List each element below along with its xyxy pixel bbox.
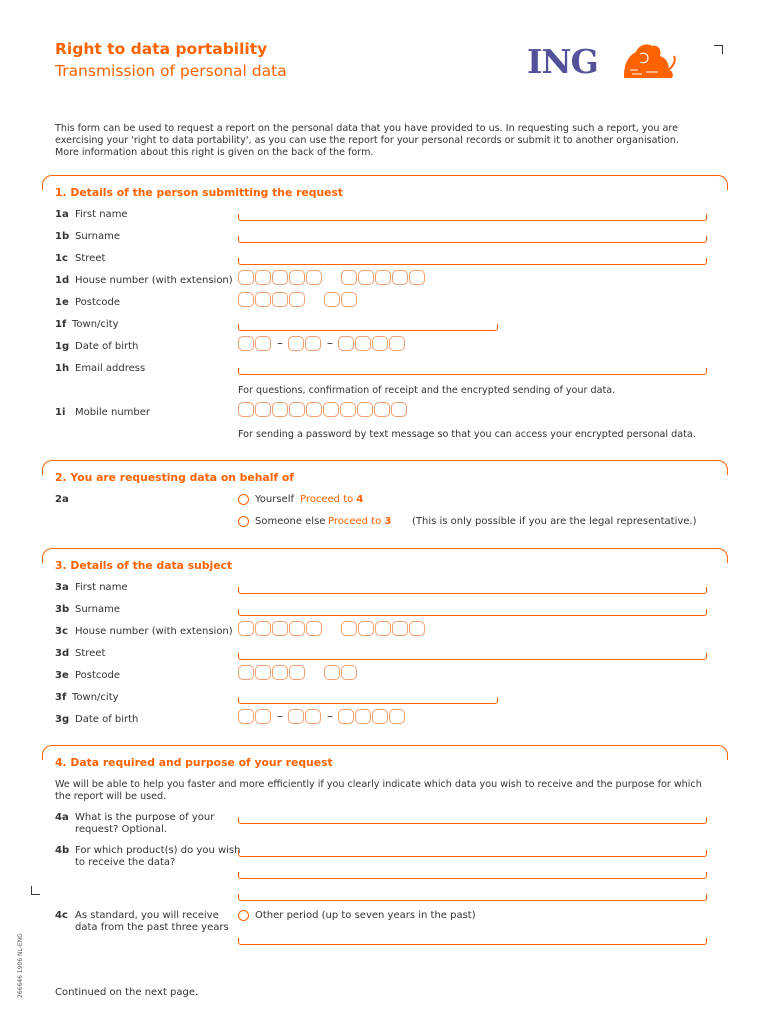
field-number: 4a <box>55 812 69 823</box>
mobile-label: Mobile number <box>75 407 151 418</box>
mobile-boxes[interactable] <box>238 402 408 418</box>
period-label: As standard, you will receive data from the past three years <box>75 910 229 933</box>
products-field-1[interactable] <box>238 850 707 857</box>
postcode-boxes[interactable] <box>238 292 358 308</box>
option-someone-else-label: Someone else <box>255 516 326 527</box>
field-number: 1i <box>55 407 66 418</box>
surname-label: Surname <box>75 231 120 242</box>
products-field-2[interactable] <box>238 872 707 879</box>
crop-mark <box>714 45 723 54</box>
street-label: Street <box>75 253 106 264</box>
form-code: 266646 1906 NL-ENG <box>17 933 24 998</box>
products-field-3[interactable] <box>238 894 707 901</box>
field-number: 1d <box>55 275 70 286</box>
section4-title: 4. Data required and purpose of your request <box>55 756 333 769</box>
lion-logo-icon <box>618 40 678 80</box>
field-number: 2a <box>55 494 69 505</box>
form-title: Right to data portability <box>55 40 268 58</box>
option-yourself-label: Yourself <box>255 494 295 505</box>
town-label: Town/city <box>72 692 119 703</box>
subject-first-name-field[interactable] <box>238 587 707 594</box>
legal-rep-note: (This is only possible if you are the legal representative.) <box>412 516 697 527</box>
subject-postcode-boxes[interactable] <box>238 665 358 681</box>
field-number: 1f <box>55 319 67 330</box>
subject-street-field[interactable] <box>238 653 707 660</box>
dob-boxes[interactable]: – – <box>238 336 406 352</box>
postcode-label: Postcode <box>75 297 121 308</box>
field-number: 3c <box>55 626 68 637</box>
dob-label: Date of birth <box>75 714 139 725</box>
field-number: 3g <box>55 714 70 725</box>
continued-note: Continued on the next page. <box>55 987 199 998</box>
dob-label: Date of birth <box>75 341 139 352</box>
house-number-boxes[interactable] <box>238 270 426 286</box>
subject-surname-field[interactable] <box>238 609 707 616</box>
field-number: 1h <box>55 363 70 374</box>
subject-town-field[interactable] <box>238 697 498 704</box>
surname-label: Surname <box>75 604 120 615</box>
email-note: For questions, confirmation of receipt and the encrypted sending of your data. <box>238 385 616 396</box>
purpose-field[interactable] <box>238 817 707 824</box>
ing-logo-text: ING <box>527 42 598 81</box>
radio-someone-else[interactable] <box>238 516 249 527</box>
intro-text: This form can be used to request a report on the personal data that you have provided to us. In requesting such a report, you are exercising your 'right to data portability', as you can use the report for your personal records or submit it to another organisation. More information about this right is given on the back of the form. <box>55 123 679 158</box>
field-number: 1e <box>55 297 69 308</box>
proceed-note: Proceed to 4 <box>300 494 364 505</box>
radio-other-period[interactable] <box>238 910 249 921</box>
town-field[interactable] <box>238 324 498 331</box>
field-number: 1a <box>55 209 69 220</box>
other-period-label: Other period (up to seven years in the past) <box>255 910 476 921</box>
products-label: For which product(s) do you wish to receive the data? <box>75 845 241 868</box>
surname-field[interactable] <box>238 236 707 243</box>
field-number: 3a <box>55 582 69 593</box>
town-label: Town/city <box>72 319 119 330</box>
mobile-note: For sending a password by text message so that you can access your encrypted personal data. <box>238 429 696 440</box>
first-name-field[interactable] <box>238 214 707 221</box>
field-number: 4b <box>55 845 70 856</box>
radio-yourself[interactable] <box>238 494 249 505</box>
crop-mark <box>31 886 40 895</box>
period-field[interactable] <box>238 938 707 945</box>
section2-title: 2. You are requesting data on behalf of <box>55 471 294 484</box>
purpose-label: What is the purpose of your request? Optional. <box>75 812 215 835</box>
field-number: 1c <box>55 253 68 264</box>
section4-intro: We will be able to help you faster and more efficiently if you clearly indicate which data you wish to receive and the purpose for which the report will be used. <box>55 779 702 802</box>
proceed-note: Proceed to 3 <box>328 516 392 527</box>
email-field[interactable] <box>238 368 707 375</box>
field-number: 4c <box>55 910 68 921</box>
first-name-label: First name <box>75 209 128 220</box>
street-field[interactable] <box>238 258 707 265</box>
subject-house-number-boxes[interactable] <box>238 621 426 637</box>
postcode-label: Postcode <box>75 670 121 681</box>
field-number: 3f <box>55 692 67 703</box>
field-number: 3d <box>55 648 70 659</box>
field-number: 1g <box>55 341 70 352</box>
section1-title: 1. Details of the person submitting the request <box>55 186 344 199</box>
section3-title: 3. Details of the data subject <box>55 559 233 572</box>
email-label: Email address <box>75 363 146 374</box>
field-number: 1b <box>55 231 70 242</box>
form-subtitle: Transmission of personal data <box>55 62 287 80</box>
field-number: 3b <box>55 604 70 615</box>
house-number-label: House number (with extension) <box>75 626 233 637</box>
field-number: 3e <box>55 670 69 681</box>
street-label: Street <box>75 648 106 659</box>
subject-dob-boxes[interactable]: – – <box>238 709 406 725</box>
first-name-label: First name <box>75 582 128 593</box>
house-number-label: House number (with extension) <box>75 275 233 286</box>
